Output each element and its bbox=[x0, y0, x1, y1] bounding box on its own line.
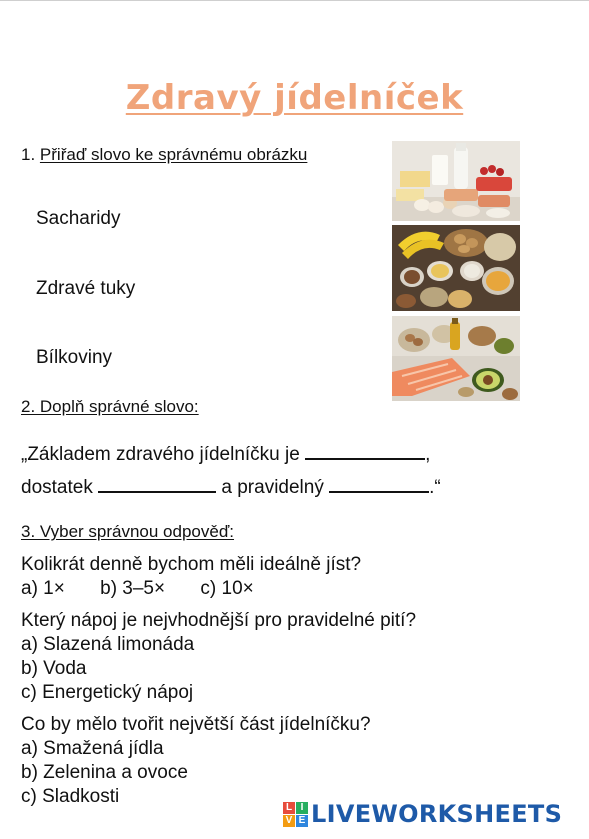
q3-option-a[interactable]: a) Smažená jídla bbox=[21, 738, 164, 759]
line1-text-start: „Základem zdravého jídelníčku je bbox=[21, 444, 300, 465]
liveworksheets-logo[interactable] bbox=[283, 800, 562, 828]
q3-option-c[interactable]: c) Sladkosti bbox=[21, 786, 120, 807]
logo-text: LIVEWORKSHEETS bbox=[311, 800, 563, 828]
healthy-fats-image[interactable] bbox=[392, 316, 520, 401]
top-border bbox=[0, 0, 589, 1]
blank-1-input[interactable] bbox=[305, 444, 425, 460]
blank-2-input[interactable] bbox=[98, 477, 216, 493]
q1-option-a[interactable]: a) 1× bbox=[21, 578, 65, 599]
logo-square-i: I bbox=[296, 802, 308, 814]
logo-square-v: V bbox=[283, 815, 295, 827]
word-sacharidy[interactable]: Sacharidy bbox=[36, 208, 121, 229]
section3-heading: 3. Vyber správnou odpověď: bbox=[21, 522, 235, 541]
q2-option-a[interactable]: a) Slazená limonáda bbox=[21, 634, 195, 655]
line2-text-start: dostatek bbox=[21, 477, 93, 498]
section2-heading: 2. Doplň správné slovo: bbox=[21, 397, 199, 416]
fill-sentence-line1 bbox=[21, 444, 430, 466]
line2-text-end: .“ bbox=[429, 477, 441, 498]
q1-option-c[interactable]: c) 10× bbox=[200, 578, 254, 599]
question-2: Který nápoj je nejvhodnější pro pravidelné pití? bbox=[21, 610, 417, 631]
q3-option-b[interactable]: b) Zelenina a ovoce bbox=[21, 762, 188, 783]
blank-3-input[interactable] bbox=[329, 477, 429, 493]
q2-option-c[interactable]: c) Energetický nápoj bbox=[21, 682, 194, 703]
word-bilkoviny[interactable]: Bílkoviny bbox=[36, 347, 113, 368]
carbohydrate-foods-image[interactable] bbox=[392, 225, 520, 311]
line2-text-mid: a pravidelný bbox=[221, 477, 324, 498]
section1-heading bbox=[21, 145, 307, 165]
logo-square-l: L bbox=[283, 802, 295, 814]
q1-option-b[interactable]: b) 3–5× bbox=[100, 578, 166, 599]
protein-foods-image[interactable] bbox=[392, 141, 520, 221]
fill-sentence-line2 bbox=[21, 477, 441, 499]
page-title: Zdravý jídelníček bbox=[125, 78, 464, 118]
logo-live-squares bbox=[283, 802, 308, 827]
section1-number: 1. bbox=[21, 145, 36, 164]
logo-square-e: E bbox=[296, 815, 308, 827]
q2-option-b[interactable]: b) Voda bbox=[21, 658, 87, 679]
section1-instruction: Přiřaď slovo ke správnému obrázku bbox=[39, 145, 308, 164]
question-3: Co by mělo tvořit největší část jídelníčku? bbox=[21, 714, 371, 735]
question-1: Kolikrát denně bychom měli ideálně jíst? bbox=[21, 554, 362, 575]
question-1-options bbox=[21, 578, 284, 600]
line1-text-end: , bbox=[425, 444, 431, 465]
word-zdrave-tuky[interactable]: Zdravé tuky bbox=[36, 278, 136, 299]
